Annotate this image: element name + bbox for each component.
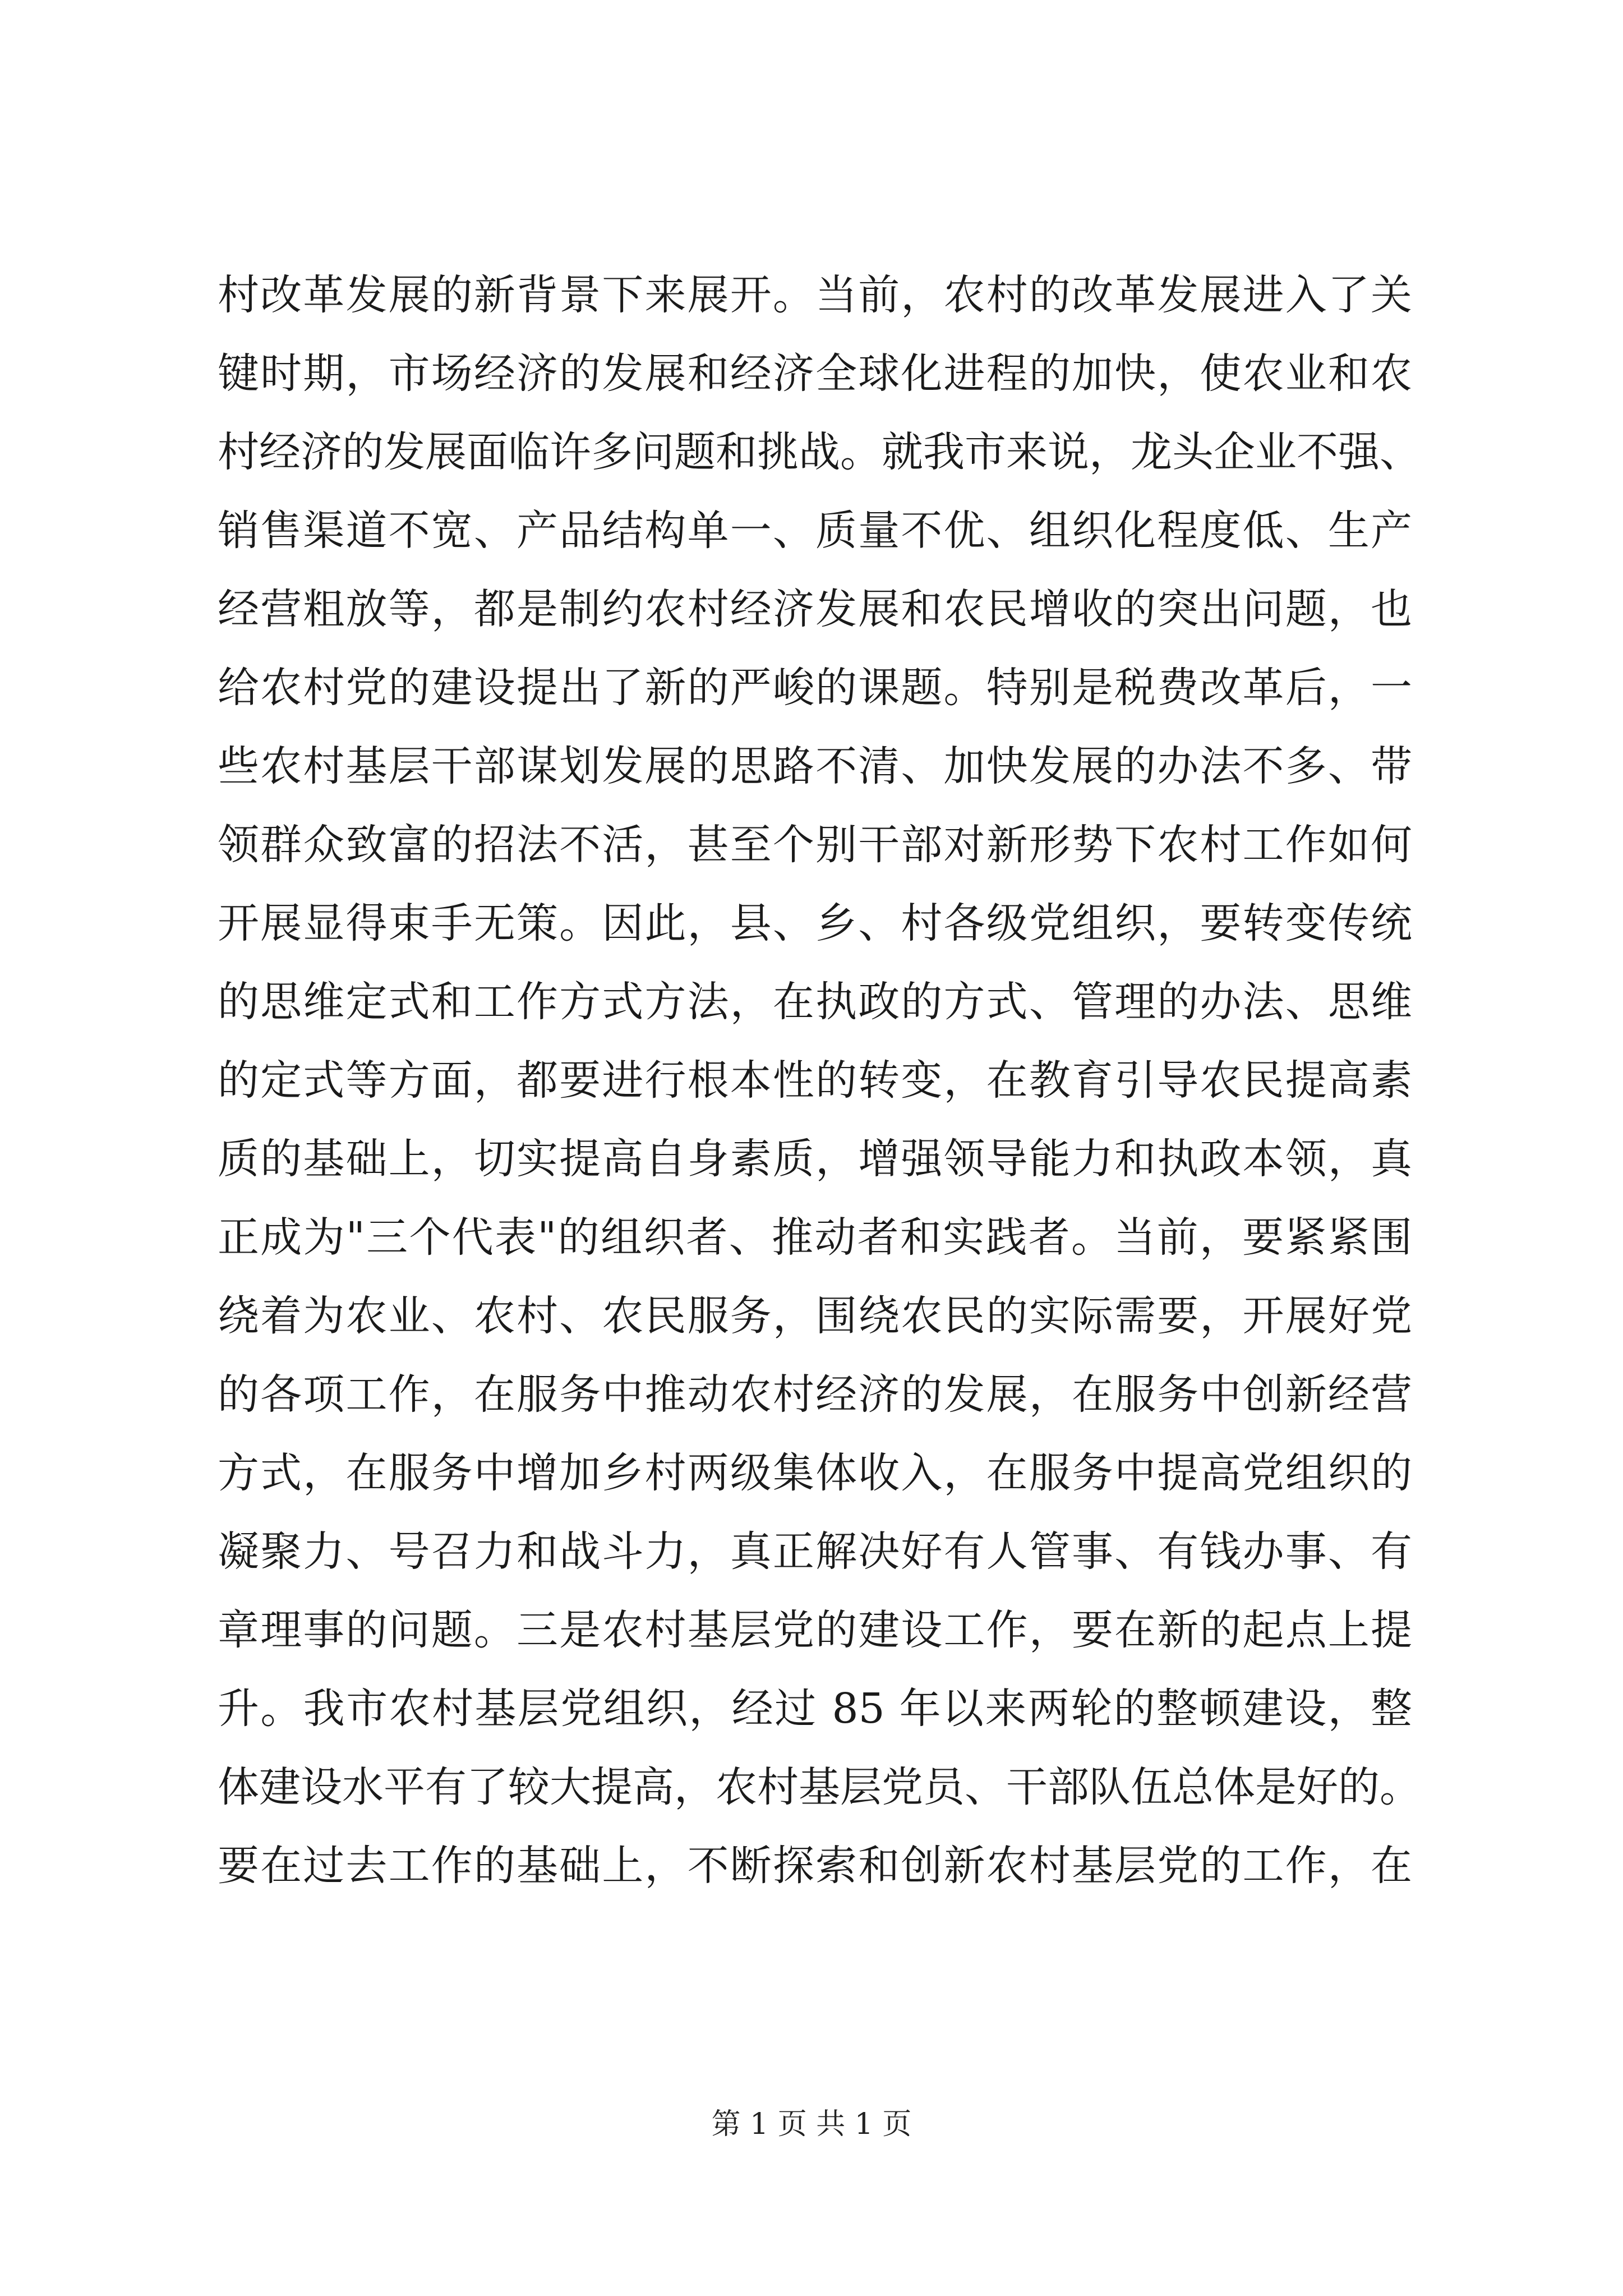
text-line: 键时期，市场经济的发展和经济全球化进程的加快，使农业和农 (218, 349, 1412, 398)
text-line: 方式，在服务中增加乡村两级集体收入，在服务中提高党组织的 (218, 1449, 1412, 1497)
text-line: 领群众致富的招法不活，甚至个别干部对新形势下农村工作如何 (218, 821, 1412, 869)
text-line: 正成为"三个代表"的组织者、推动者和实践者。当前，要紧紧围 (218, 1213, 1412, 1262)
text-line: 的思维定式和工作方式方法，在执政的方式、管理的办法、思维 (218, 978, 1412, 1026)
text-line: 村经济的发展面临许多问题和挑战。就我市来说，龙头企业不强、 (218, 428, 1421, 476)
text-line: 销售渠道不宽、产品结构单一、质量不优、组织化程度低、生产 (218, 507, 1412, 555)
page-number-label: 第 1 页 共 1 页 (711, 2108, 912, 2141)
page-footer (0, 2105, 1623, 2144)
text-line: 村改革发展的新背景下来展开。当前，农村的改革发展进入了关 (218, 271, 1412, 319)
text-line: 质的基础上，切实提高自身素质，增强领导能力和执政本领，真 (218, 1135, 1412, 1183)
text-line: 章理事的问题。三是农村基层党的建设工作，要在新的起点上提 (218, 1606, 1412, 1654)
text-line: 的定式等方面，都要进行根本性的转变，在教育引导农民提高素 (218, 1056, 1412, 1105)
text-line: 绕着为农业、农村、农民服务，围绕农民的实际需要，开展好党 (218, 1292, 1412, 1340)
text-line: 的各项工作，在服务中推动农村经济的发展，在服务中创新经营 (218, 1370, 1412, 1419)
text-line: 升。我市农村基层党组织，经过 85 年以来两轮的整顿建设，整 (218, 1685, 1412, 1733)
text-line: 凝聚力、号召力和战斗力，真正解决好有人管事、有钱办事、有 (218, 1527, 1412, 1576)
body-text (218, 256, 1421, 1905)
text-line: 些农村基层干部谋划发展的思路不清、加快发展的办法不多、带 (218, 742, 1412, 790)
text-line: 开展显得束手无策。因此，县、乡、村各级党组织，要转变传统 (218, 899, 1412, 947)
text-line: 经营粗放等，都是制约农村经济发展和农民增收的突出问题，也 (218, 585, 1412, 633)
text-line: 要在过去工作的基础上，不断探索和创新农村基层党的工作，在 (218, 1842, 1412, 1890)
text-line: 给农村党的建设提出了新的严峻的课题。特别是税费改革后，一 (218, 664, 1412, 712)
text-line: 体建设水平有了较大提高，农村基层党员、干部队伍总体是好的。 (218, 1763, 1421, 1811)
